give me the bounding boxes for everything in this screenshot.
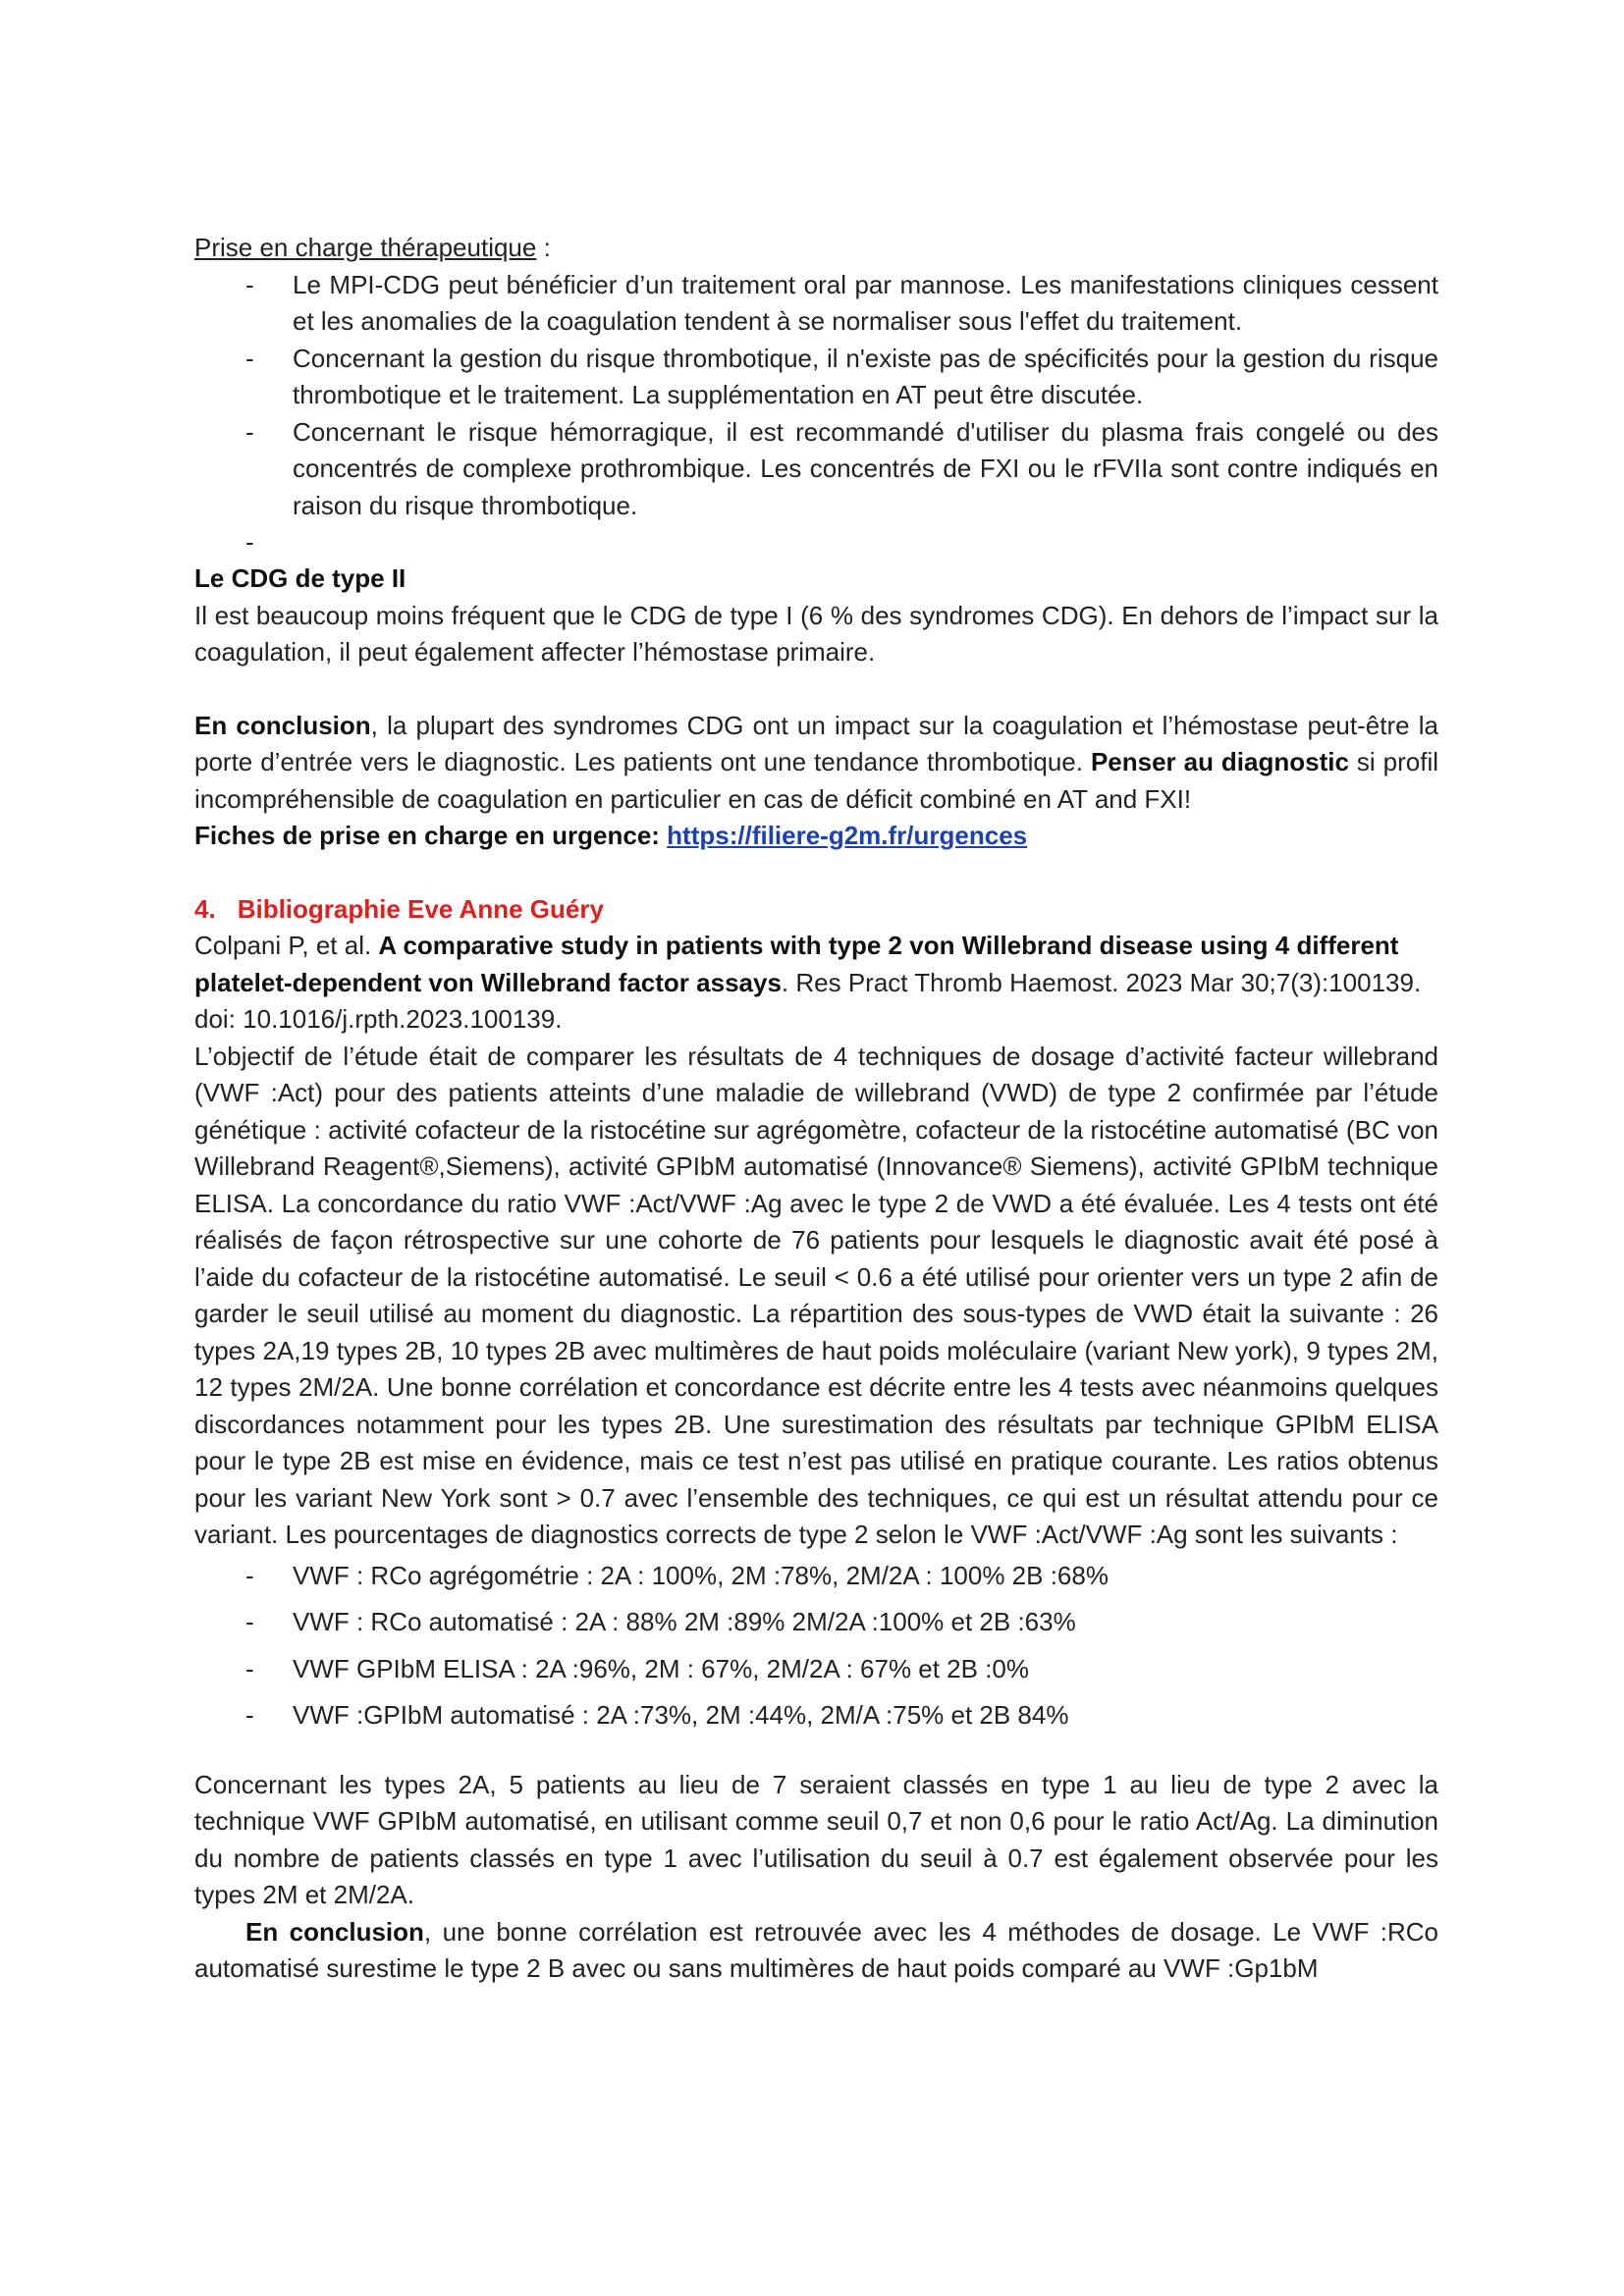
spacer bbox=[194, 855, 1438, 891]
conclusion-paragraph bbox=[194, 708, 1438, 819]
conclusion-bold-2: Penser au diagnostic bbox=[1090, 747, 1349, 776]
biblio-reference bbox=[194, 928, 1438, 1039]
ref-title: A comparative study in patients with type 2 von Willebrand disease using 4 different platelet-dependent von Willebrand factor assays bbox=[194, 931, 1399, 997]
biblio-conclusion bbox=[194, 1914, 1438, 1988]
result-item bbox=[194, 1697, 1438, 1735]
biblio-conclusion-lead: En conclusion bbox=[245, 1916, 424, 1947]
empty-dash-line: - bbox=[245, 527, 254, 557]
result-item bbox=[194, 1651, 1438, 1688]
therapeutic-heading: Prise en charge thérapeutique bbox=[194, 233, 537, 262]
therapeutic-item bbox=[194, 267, 1438, 341]
cdg2-heading bbox=[194, 561, 1438, 598]
therapeutic-heading-line bbox=[194, 230, 1438, 267]
result-item bbox=[194, 1558, 1438, 1595]
spacer bbox=[194, 671, 1438, 708]
conclusion-text-1: , la plupart des syndromes CDG ont un impact sur la coagulation et l’hémostase peut-être la porte d’entrée vers le diagnostic. Les patients ont une tendance thrombotique. bbox=[194, 710, 1439, 776]
therapeutic-item bbox=[194, 414, 1438, 525]
therapeutic-list bbox=[194, 267, 1438, 525]
therapeutic-item-text: Concernant la gestion du risque thrombotique, il n'existe pas de spécificités pour la gestion du risque thrombotique et le traitement. La supplémentation en AT peut être discutée. bbox=[293, 343, 1438, 409]
dash-marker: - bbox=[245, 343, 254, 373]
urgence-link[interactable]: https://filiere-g2m.fr/urgences bbox=[667, 821, 1028, 850]
dash-marker: - bbox=[245, 416, 254, 447]
therapeutic-item-text: Le MPI-CDG peut bénéficier d’un traitement oral par mannose. Les manifestations cliniques cessent et les anomalies de la coagulation tendent à se normaliser sous l'effet du traitement. bbox=[293, 269, 1438, 336]
results-list bbox=[194, 1558, 1438, 1735]
result-item-text: VWF : RCo automatisé : 2A : 88% 2M :89% 2M/2A :100% et 2B :63% bbox=[293, 1607, 1076, 1636]
therapeutic-heading-suffix: : bbox=[536, 233, 551, 262]
urgence-label: Fiches de prise en charge en urgence: bbox=[194, 821, 668, 850]
biblio-number: 4. bbox=[194, 893, 216, 924]
dash-marker: - bbox=[245, 1653, 254, 1683]
dash-marker: - bbox=[245, 1607, 254, 1636]
biblio-paragraph: L’objectif de l’étude était de comparer les résultats de 4 techniques de dosage d’activité facteur willebrand (VWF :Act) pour des patients atteints d’une maladie de willebrand (VWD) de type 2 confirmée par l’étude génétique : activité cofacteur de la ristocétine sur agrégomètre, cofacteur de la ristocétine automatisé (BC von Willebrand Reagent®,Siemens), activité GPIbM automatisé (Innovance® Siemens), activité GPIbM technique ELISA. La concordance du ratio VWF :Act/VWF :Ag avec le type 2 de VWD a été évaluée. Les 4 tests ont été réalisés de façon rétrospective sur une cohorte de 76 patients pour lesquels le diagnostic avait été posé à l’aide du cofacteur de la ristocétine automatisé. Le seuil < 0.6 a été utilisé pour orienter vers un type 2 afin de garder le seuil utilisé au moment du diagnostic. La répartition des sous-types de VWD était la suivante : 26 types 2A,19 types 2B, 10 types 2B avec multimères de haut poids moléculaire (variant New york), 9 types 2M, 12 types 2M/2A. Une bonne corrélation et concordance est décrite entre les 4 tests avec néanmoins quelques discordances notamment pour les types 2B. Une surestimation des résultats par technique GPIbM ELISA pour le type 2B est mise en évidence, mais ce test n’est pas utilisé en pratique courante. Les ratios obtenus pour les variant New York sont > 0.7 avec l’ensemble des techniques, ce qui est un résultat attendu pour ce variant. Les pourcentages de diagnostics corrects de type 2 selon le VWF :Act/VWF :Ag sont les suivants : bbox=[194, 1041, 1438, 1549]
ref-authors: Colpani P, et al. bbox=[194, 931, 379, 960]
conclusion-lead: En conclusion bbox=[194, 710, 371, 740]
biblio-heading bbox=[194, 891, 1438, 929]
ref-source: . Res Pract Thromb Haemost. 2023 Mar 30;7(3):100139. doi: 10.1016/j.rpth.2023.100139. bbox=[194, 967, 1422, 1034]
dash-marker: - bbox=[245, 269, 254, 299]
result-item bbox=[194, 1604, 1438, 1641]
conclusion-text-2: si profil incompréhensible de coagulation en particulier en cas de déficit combiné en AT and FXI! bbox=[194, 747, 1439, 814]
result-item-text: VWF GPIbM ELISA : 2A :96%, 2M : 67%, 2M/2A : 67% et 2B :0% bbox=[293, 1653, 1030, 1683]
biblio-heading-text: Bibliographie Eve Anne Guéry bbox=[237, 893, 604, 924]
cdg2-text: Il est beaucoup moins fréquent que le CDG de type I (6 % des syndromes CDG). En dehors de l’impact sur la coagulation, il peut également affecter l’hémostase primaire. bbox=[194, 600, 1438, 667]
therapeutic-item bbox=[194, 341, 1438, 414]
spacer bbox=[194, 1735, 1438, 1767]
result-item-text: VWF : RCo agrégométrie : 2A : 100%, 2M :78%, 2M/2A : 100% 2B :68% bbox=[293, 1560, 1109, 1590]
urgence-line bbox=[194, 818, 1438, 855]
therapeutic-item-text: Concernant le risque hémorragique, il est recommandé d'utiliser du plasma frais congelé ou des concentrés de complexe prothrombique. Les concentrés de FXI ou le rFVIIa sont contre indiqués en raison du risque thrombotique. bbox=[293, 416, 1438, 520]
result-item-text: VWF :GPIbM automatisé : 2A :73%, 2M :44%, 2M/A :75% et 2B 84% bbox=[293, 1700, 1069, 1730]
cdg2-heading-text: Le CDG de type II bbox=[194, 563, 406, 593]
biblio-conclusion-text: , une bonne corrélation est retrouvée avec les 4 méthodes de dosage. Le VWF :RCo automatisé surestime le type 2 B avec ou sans multimères de haut poids comparé au VWF :Gp1bM bbox=[194, 1916, 1438, 1983]
dash-marker: - bbox=[245, 1560, 254, 1590]
biblio-paragraph-2: Concernant les types 2A, 5 patients au lieu de 7 seraient classés en type 1 au lieu de type 2 avec la technique VWF GPIbM automatisé, en utilisant comme seuil 0,7 et non 0,6 pour le ratio Act/Ag. La diminution du nombre de patients classés en type 1 avec l’utilisation du seuil à 0.7 est également observée pour les types 2M et 2M/2A. bbox=[194, 1769, 1438, 1909]
document-page bbox=[194, 230, 1438, 1988]
dash-marker: - bbox=[245, 1700, 254, 1730]
